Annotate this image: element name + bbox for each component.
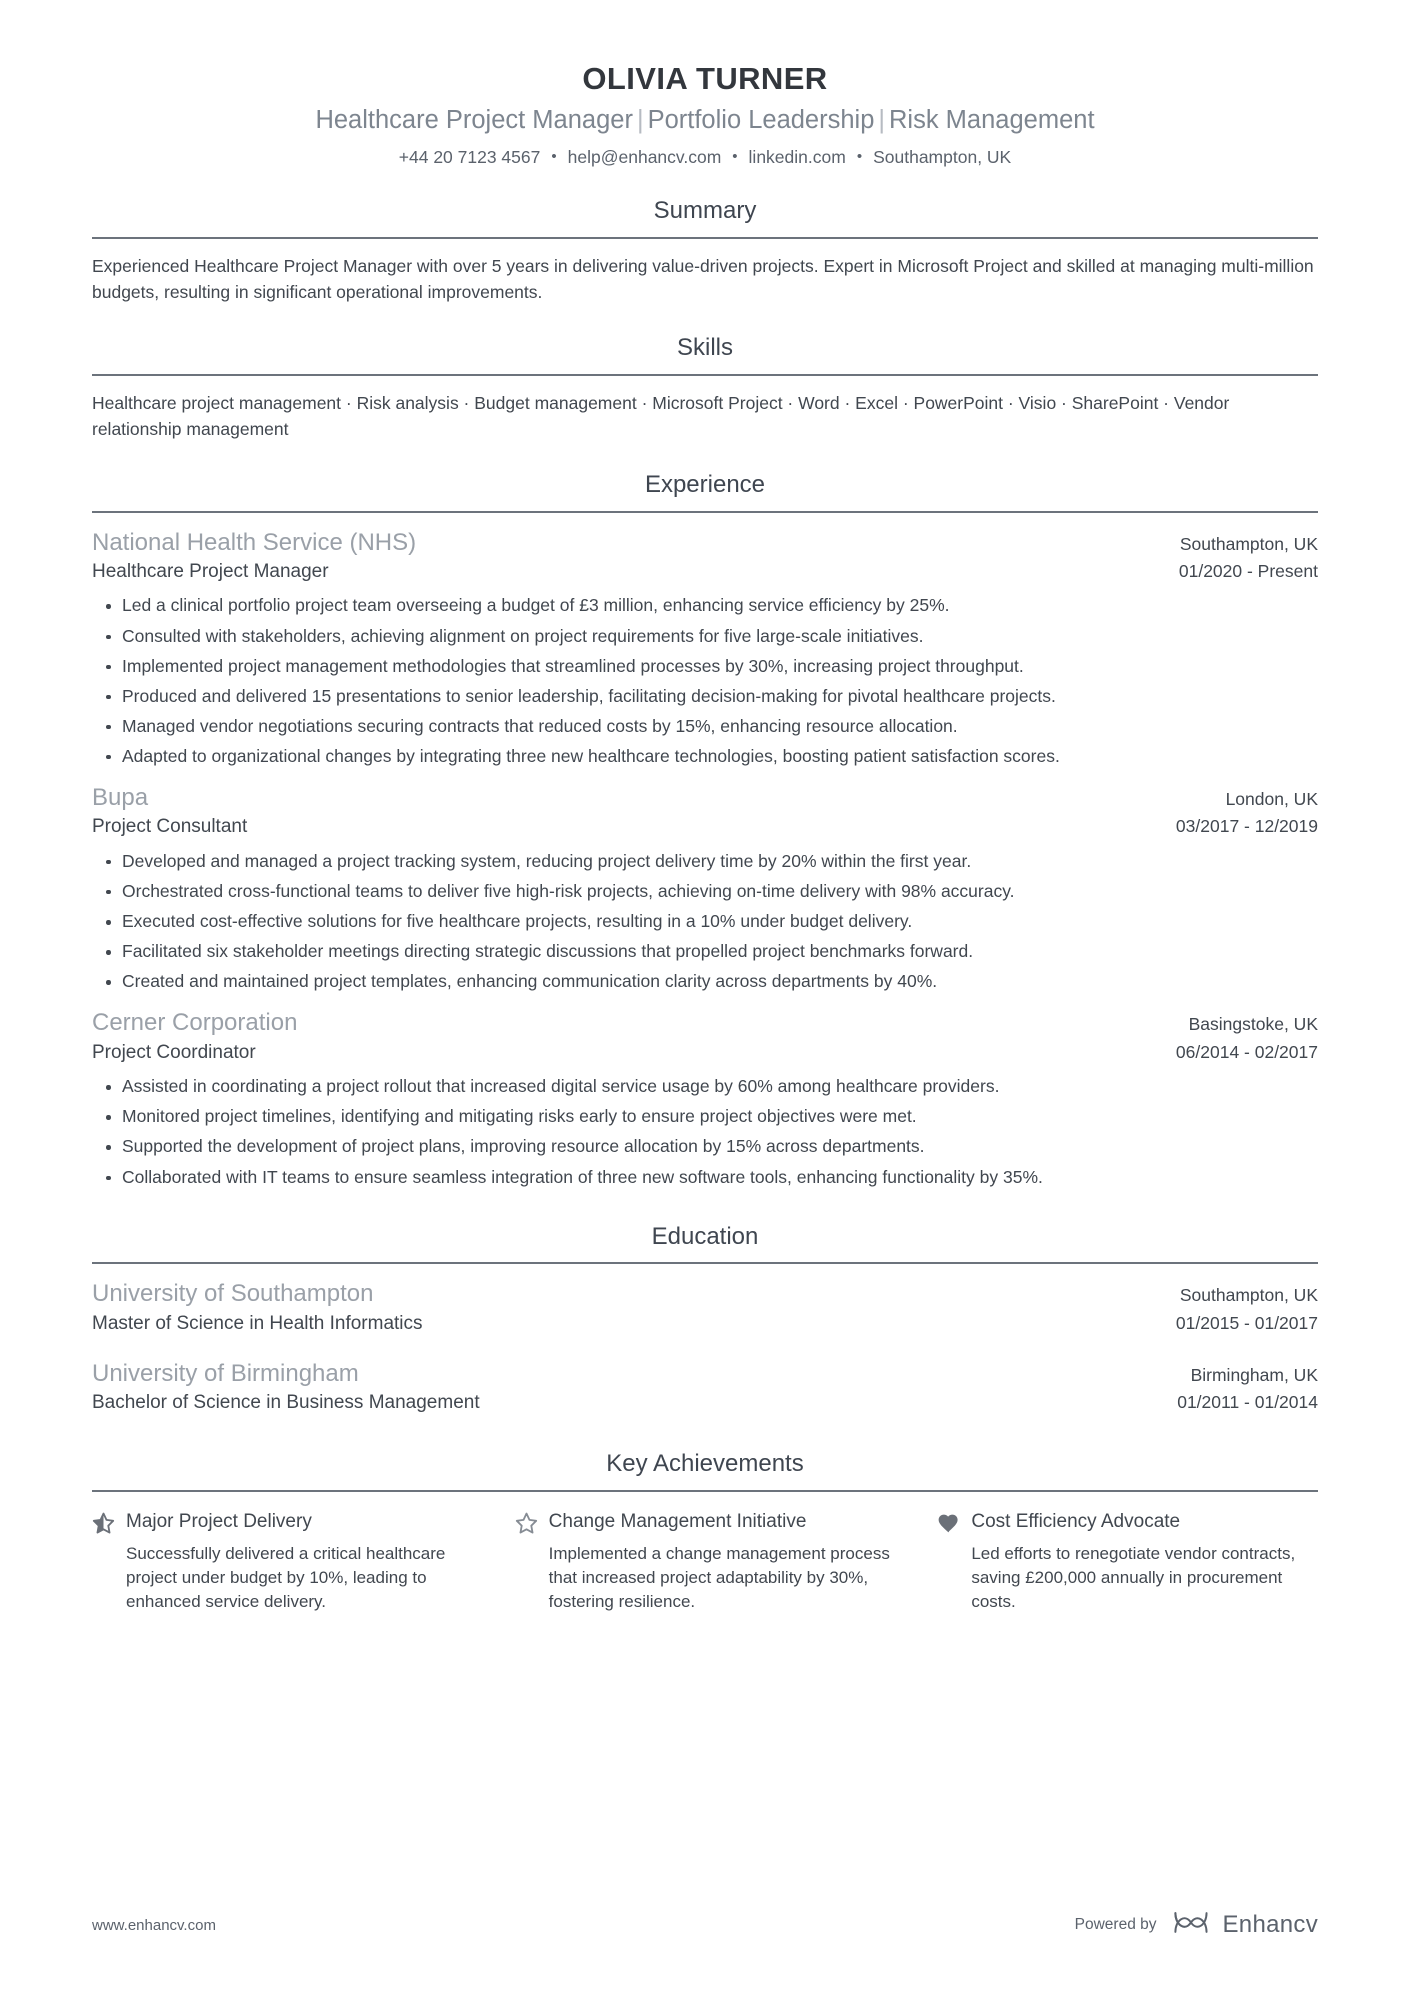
- entry-subheader-row: [92, 560, 1318, 585]
- contact-line: [92, 146, 1318, 169]
- education-degree: Master of Science in Health Informatics: [92, 1312, 423, 1334]
- section-title-experience: Experience: [644, 470, 766, 498]
- experience-organization: Cerner Corporation: [92, 1009, 298, 1037]
- section-experience: [92, 471, 1318, 1189]
- bullet-item: Consulted with stakeholders, achieving alignment on project requirements for five large-scale initiatives.: [122, 625, 1318, 648]
- achievements-grid: [92, 1510, 1318, 1614]
- experience-entry: [92, 1007, 1318, 1188]
- experience-bullets: [92, 1075, 1318, 1188]
- achievement-header: [92, 1510, 473, 1535]
- enhancv-logo-icon: [1171, 1909, 1213, 1941]
- bullet-item: Managed vendor negotiations securing contracts that reduced costs by 15%, enhancing resource allocation.: [122, 715, 1318, 738]
- experience-organization: National Health Service (NHS): [92, 528, 417, 556]
- summary-text: Experienced Healthcare Project Manager with over 5 years in delivering value-driven projects. Expert in Microsoft Project and skilled at managing multi-million budgets, resulting in significant operational improvements.: [92, 255, 1314, 303]
- section-key-achievements: [92, 1450, 1318, 1614]
- entry-subheader-row: [92, 815, 1318, 840]
- experience-body: [92, 513, 1318, 1189]
- footer-website-url[interactable]: www.enhancv.com: [92, 1916, 216, 1934]
- skills-body: [92, 376, 1318, 443]
- headline-separator-1: |: [636, 106, 644, 135]
- education-dates: 01/2011 - 01/2014: [1177, 1392, 1318, 1413]
- entry-header-row: [92, 1278, 1318, 1309]
- bullet-item: Facilitated six stakeholder meetings directing strategic discussions that propelled project benchmarks forward.: [122, 940, 1318, 963]
- headline-part-3: Risk Management: [889, 106, 1095, 135]
- education-institution: University of Southampton: [92, 1280, 374, 1308]
- achievement-title: Change Management Initiative: [548, 1510, 807, 1532]
- achievement-item: [92, 1510, 515, 1614]
- skills-list: Healthcare project management · Risk analysis · Budget management · Microsoft Project · Word · Excel · PowerPoint · Visio · SharePoint · Vendor relationship management: [92, 392, 1230, 440]
- contact-email[interactable]: help@enhancv.com: [567, 147, 722, 168]
- section-summary: [92, 197, 1318, 306]
- achievement-item: [937, 1510, 1318, 1614]
- contact-separator-2: •: [732, 148, 738, 166]
- section-title-skills: Skills: [676, 333, 733, 361]
- section-title-key-achievements: Key Achievements: [606, 1450, 804, 1478]
- headline-separator-2: |: [878, 106, 886, 135]
- achievement-header: [937, 1510, 1318, 1535]
- contact-phone: +44 20 7123 4567: [398, 147, 541, 168]
- education-entry: [92, 1278, 1318, 1336]
- bullet-item: Developed and managed a project tracking system, reducing project delivery time by 20% within the first year.: [122, 850, 1318, 873]
- experience-dates: 01/2020 - Present: [1178, 560, 1318, 581]
- entry-header-row: [92, 782, 1318, 813]
- achievement-description: Led efforts to renegotiate vendor contracts, saving £200,000 annually in procurement costs.: [971, 1543, 1296, 1612]
- achievement-header: [515, 1510, 896, 1535]
- entry-header-row: [92, 1007, 1318, 1038]
- experience-bullets: [92, 594, 1318, 768]
- achievement-description: Implemented a change management process that increased project adaptability by 30%, fostering resilience.: [548, 1543, 890, 1612]
- section-education: [92, 1223, 1318, 1417]
- star-outline-icon: [515, 1512, 538, 1535]
- entry-header-row: [92, 1358, 1318, 1389]
- contact-separator-1: •: [551, 148, 557, 166]
- section-title-education: Education: [651, 1222, 759, 1250]
- experience-entry: [92, 527, 1318, 768]
- contact-separator-3: •: [856, 148, 863, 166]
- experience-dates: 03/2017 - 12/2019: [1175, 816, 1318, 837]
- experience-location: Southampton, UK: [1179, 533, 1318, 554]
- section-skills: [92, 334, 1318, 443]
- experience-role: Project Consultant: [92, 816, 248, 838]
- bullet-item: Produced and delivered 15 presentations to senior leadership, facilitating decision-making for pivotal healthcare projects.: [122, 685, 1318, 708]
- footer-powered-by-label: Powered by: [1074, 1916, 1157, 1933]
- experience-organization: Bupa: [92, 784, 149, 812]
- education-institution: University of Birmingham: [92, 1360, 359, 1388]
- education-entry: [92, 1358, 1318, 1416]
- education-body: [92, 1264, 1318, 1416]
- education-location: Southampton, UK: [1179, 1285, 1318, 1306]
- entry-subheader-row: [92, 1391, 1318, 1416]
- achievement-title: Major Project Delivery: [126, 1510, 312, 1532]
- education-location: Birmingham, UK: [1190, 1365, 1318, 1386]
- heart-filled-icon: [937, 1512, 960, 1535]
- candidate-headline: [92, 105, 1318, 137]
- bullet-item: Implemented project management methodologies that streamlined processes by 30%, increasing project throughput.: [122, 655, 1318, 678]
- experience-location: London, UK: [1225, 789, 1318, 810]
- headline-part-1: Healthcare Project Manager: [315, 106, 633, 135]
- footer-branding: [1075, 1909, 1318, 1941]
- experience-role: Healthcare Project Manager: [92, 560, 329, 582]
- achievement-description: Successfully delivered a critical healthcare project under budget by 10%, leading to enhanced service delivery.: [126, 1543, 446, 1612]
- summary-body: [92, 239, 1318, 306]
- star-half-icon: [92, 1512, 115, 1535]
- bullet-item: Led a clinical portfolio project team overseeing a budget of £3 million, enhancing service efficiency by 25%.: [122, 594, 1318, 617]
- contact-link[interactable]: linkedin.com: [748, 147, 846, 168]
- experience-bullets: [92, 850, 1318, 993]
- key-achievements-body: [92, 1492, 1318, 1614]
- bullet-item: Collaborated with IT teams to ensure seamless integration of three new software tools, enhancing functionality by 35%.: [122, 1166, 1318, 1189]
- page-footer: [92, 1909, 1318, 1941]
- resume-header: [92, 0, 1318, 169]
- candidate-name: OLIVIA TURNER: [582, 61, 828, 96]
- bullet-item: Executed cost-effective solutions for five healthcare projects, resulting in a 10% under budget delivery.: [122, 910, 1318, 933]
- experience-role: Project Coordinator: [92, 1041, 256, 1063]
- brand-lockup: [1171, 1909, 1319, 1941]
- achievement-item: [515, 1510, 938, 1614]
- brand-name: Enhancv: [1222, 1911, 1318, 1938]
- entry-header-row: [92, 527, 1318, 558]
- bullet-item: Created and maintained project templates, enhancing communication clarity across departments by 40%.: [122, 970, 1318, 993]
- experience-dates: 06/2014 - 02/2017: [1175, 1041, 1318, 1062]
- bullet-item: Monitored project timelines, identifying and mitigating risks early to ensure project objectives were met.: [122, 1105, 1318, 1128]
- entry-subheader-row: [92, 1312, 1318, 1337]
- bullet-item: Supported the development of project plans, improving resource allocation by 15% across departments.: [122, 1135, 1318, 1158]
- bullet-item: Adapted to organizational changes by integrating three new healthcare technologies, boosting patient satisfaction scores.: [122, 745, 1318, 768]
- contact-location: Southampton, UK: [873, 147, 1012, 168]
- education-degree: Bachelor of Science in Business Management: [92, 1392, 480, 1414]
- bullet-item: Orchestrated cross-functional teams to deliver five high-risk projects, achieving on-time delivery with 98% accuracy.: [122, 880, 1318, 903]
- section-title-summary: Summary: [653, 196, 757, 224]
- experience-location: Basingstoke, UK: [1188, 1014, 1318, 1035]
- headline-part-2: Portfolio Leadership: [647, 106, 875, 135]
- experience-entry: [92, 782, 1318, 993]
- education-dates: 01/2015 - 01/2017: [1175, 1312, 1318, 1333]
- bullet-item: Assisted in coordinating a project rollout that increased digital service usage by 60% among healthcare providers.: [122, 1075, 1318, 1098]
- achievement-title: Cost Efficiency Advocate: [971, 1510, 1181, 1532]
- entry-subheader-row: [92, 1041, 1318, 1066]
